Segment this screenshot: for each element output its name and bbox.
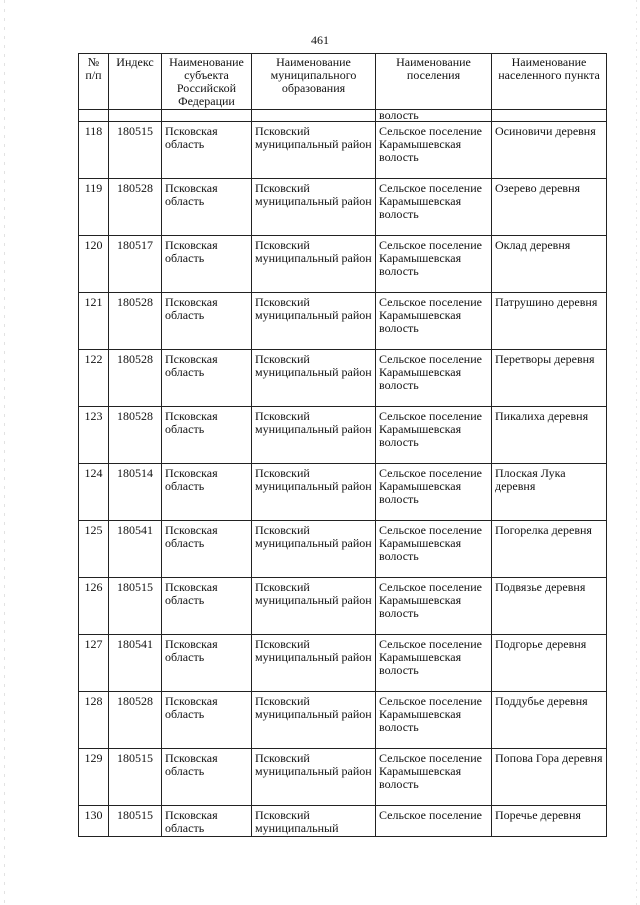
cell-num: 118	[79, 122, 109, 179]
cell-locality: Погорелка деревня	[492, 521, 607, 578]
cell-municipality: Псковский муниципальный район	[252, 179, 376, 236]
header-settlement: Наименование поселения	[376, 54, 492, 110]
continuation-cell-subject	[162, 110, 252, 122]
settlement-registry-table	[78, 53, 607, 837]
cell-index: 180528	[109, 407, 162, 464]
cell-municipality: Псковский муниципальный район	[252, 293, 376, 350]
header-index: Индекс	[109, 54, 162, 110]
cell-num: 119	[79, 179, 109, 236]
cell-locality: Попова Гора деревня	[492, 749, 607, 806]
cell-settlement: Сельское поселение Карамышевская волость	[376, 578, 492, 635]
cell-subject: Псковская область	[162, 578, 252, 635]
header-subject: Наименование субъекта Российской Федерации	[162, 54, 252, 110]
cell-municipality: Псковский муниципальный район	[252, 521, 376, 578]
cell-locality: Оклад деревня	[492, 236, 607, 293]
cell-index: 180515	[109, 122, 162, 179]
cell-index: 180515	[109, 806, 162, 837]
table-row	[79, 749, 607, 806]
cell-municipality: Псковский муниципальный район	[252, 350, 376, 407]
cell-subject: Псковская область	[162, 521, 252, 578]
cell-num: 122	[79, 350, 109, 407]
cell-settlement: Сельское поселение Карамышевская волость	[376, 635, 492, 692]
table-row	[79, 293, 607, 350]
cell-index: 180515	[109, 578, 162, 635]
cell-settlement: Сельское поселение Карамышевская волость	[376, 122, 492, 179]
cell-settlement: Сельское поселение	[376, 806, 492, 837]
table-row	[79, 635, 607, 692]
table-row	[79, 521, 607, 578]
cell-subject: Псковская область	[162, 407, 252, 464]
continuation-cell-settlement: волость	[376, 110, 492, 122]
cell-municipality: Псковский муниципальный район	[252, 635, 376, 692]
cell-index: 180528	[109, 179, 162, 236]
cell-num: 126	[79, 578, 109, 635]
cell-num: 124	[79, 464, 109, 521]
table-row	[79, 122, 607, 179]
header-municipality: Наименование муниципального образования	[252, 54, 376, 110]
cell-num: 130	[79, 806, 109, 837]
cell-settlement: Сельское поселение Карамышевская волость	[376, 464, 492, 521]
cell-num: 127	[79, 635, 109, 692]
scan-edge-right	[636, 0, 637, 905]
cell-municipality: Псковский муниципальный район	[252, 407, 376, 464]
table-row	[79, 179, 607, 236]
cell-locality: Перетворы деревня	[492, 350, 607, 407]
table-row	[79, 407, 607, 464]
cell-subject: Псковская область	[162, 635, 252, 692]
table-row	[79, 236, 607, 293]
cell-municipality: Псковский муниципальный район	[252, 749, 376, 806]
cell-locality: Поддубье деревня	[492, 692, 607, 749]
cell-index: 180541	[109, 521, 162, 578]
table-row	[79, 692, 607, 749]
cell-index: 180514	[109, 464, 162, 521]
cell-subject: Псковская область	[162, 179, 252, 236]
cell-municipality: Псковский муниципальный район	[252, 692, 376, 749]
page-number: 461	[311, 33, 329, 47]
continuation-cell-locality	[492, 110, 607, 122]
cell-locality: Плоская Лука деревня	[492, 464, 607, 521]
cell-subject: Псковская область	[162, 749, 252, 806]
cell-subject: Псковская область	[162, 464, 252, 521]
table-row	[79, 806, 607, 837]
cell-settlement: Сельское поселение Карамышевская волость	[376, 179, 492, 236]
header-locality: Наименование населенного пункта	[492, 54, 607, 110]
scan-edge-left	[4, 0, 5, 905]
cell-subject: Псковская область	[162, 350, 252, 407]
cell-settlement: Сельское поселение Карамышевская волость	[376, 407, 492, 464]
cell-index: 180515	[109, 749, 162, 806]
cell-subject: Псковская область	[162, 806, 252, 837]
cell-num: 120	[79, 236, 109, 293]
continuation-row	[79, 110, 607, 122]
cell-municipality: Псковский муниципальный район	[252, 464, 376, 521]
header-num: № п/п	[79, 54, 109, 110]
table-row	[79, 578, 607, 635]
continuation-cell-num	[79, 110, 109, 122]
continuation-cell-index	[109, 110, 162, 122]
cell-subject: Псковская область	[162, 236, 252, 293]
continuation-cell-municipality	[252, 110, 376, 122]
cell-subject: Псковская область	[162, 692, 252, 749]
cell-settlement: Сельское поселение Карамышевская волость	[376, 236, 492, 293]
cell-settlement: Сельское поселение Карамышевская волость	[376, 350, 492, 407]
cell-index: 180541	[109, 635, 162, 692]
cell-index: 180528	[109, 350, 162, 407]
cell-num: 121	[79, 293, 109, 350]
cell-locality: Подгорье деревня	[492, 635, 607, 692]
cell-settlement: Сельское поселение Карамышевская волость	[376, 521, 492, 578]
cell-municipality: Псковский муниципальный район	[252, 236, 376, 293]
cell-locality: Озерево деревня	[492, 179, 607, 236]
table-row	[79, 464, 607, 521]
cell-num: 123	[79, 407, 109, 464]
cell-index: 180528	[109, 293, 162, 350]
cell-num: 125	[79, 521, 109, 578]
cell-locality: Патрушино деревня	[492, 293, 607, 350]
cell-num: 129	[79, 749, 109, 806]
cell-settlement: Сельское поселение Карамышевская волость	[376, 749, 492, 806]
cell-num: 128	[79, 692, 109, 749]
table-row	[79, 350, 607, 407]
cell-locality: Пикалиха деревня	[492, 407, 607, 464]
cell-subject: Псковская область	[162, 293, 252, 350]
cell-index: 180528	[109, 692, 162, 749]
cell-municipality: Псковский муниципальный	[252, 806, 376, 837]
cell-settlement: Сельское поселение Карамышевская волость	[376, 293, 492, 350]
cell-locality: Осиновичи деревня	[492, 122, 607, 179]
cell-locality: Подвязье деревня	[492, 578, 607, 635]
cell-locality: Поречье деревня	[492, 806, 607, 837]
cell-municipality: Псковский муниципальный район	[252, 578, 376, 635]
cell-municipality: Псковский муниципальный район	[252, 122, 376, 179]
cell-subject: Псковская область	[162, 122, 252, 179]
table-header-row	[79, 54, 607, 110]
cell-index: 180517	[109, 236, 162, 293]
cell-settlement: Сельское поселение Карамышевская волость	[376, 692, 492, 749]
